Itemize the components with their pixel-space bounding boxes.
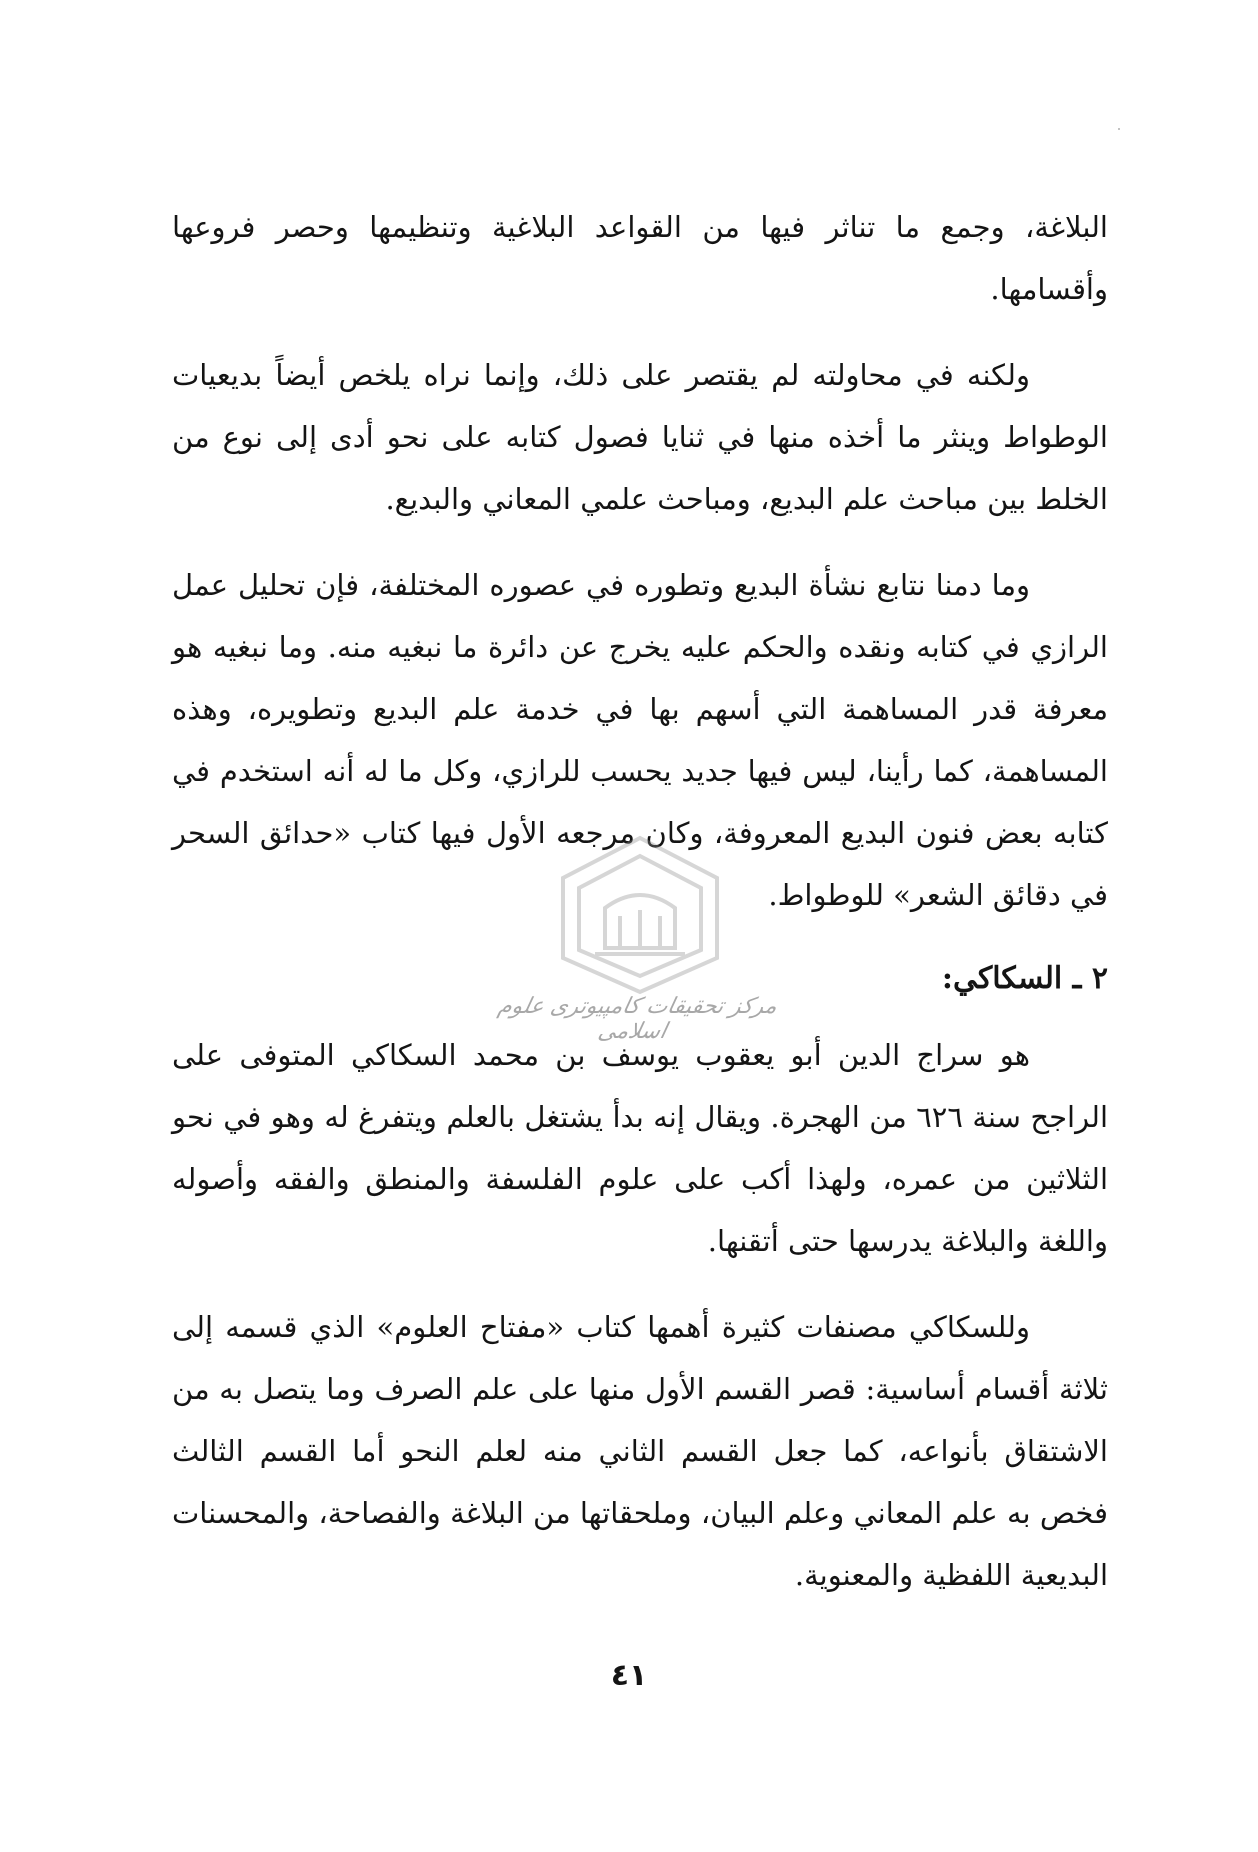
watermark-caption: مرکز تحقیقات کامپیوتری علوم اسلامی xyxy=(495,994,780,1044)
paragraph-2: ولكنه في محاولته لم يقتصر على ذلك، وإنما نراه يلخص أيضاً بديعيات الوطواط وينثر ما أخذه منها في ثنايا فصول كتابه على نحو أدى إلى نوع من الخلط بين مباحث علم البديع، ومباحث علمي المعاني والبديع. xyxy=(172,358,1108,516)
paragraph-5: وللسكاكي مصنفات كثيرة أهمها كتاب «مفتاح العلوم» الذي قسمه إلى ثلاثة أقسام أساسية: قصر القسم الأول منها على علم الصرف وما يتصل به من الاشتقاق بأنواعه، كما جعل القسم الثاني منه لعلم النحو أما القسم الثالث فخص به علم المعاني وعلم البيان، وملحقاتها من البلاغة والفصاحة، والمحسنات البديعية اللفظية والمعنوية. xyxy=(172,1310,1108,1592)
paragraph-continuation: البلاغة، وجمع ما تناثر فيها من القواعد البلاغية وتنظيمها وحصر فروعها وأقسامها. xyxy=(172,210,1108,306)
page-number: ٤١ xyxy=(610,1658,648,1693)
paragraph-3: وما دمنا نتابع نشأة البديع وتطوره في عصوره المختلفة، فإن تحليل عمل الرازي في كتابه ونقده والحكم عليه يخرج عن دائرة ما نبغيه منه. وما نبغيه هو معرفة قدر المساهمة التي أسهم بها في خدمة علم البديع وتطويره، وهذه المساهمة، كما رأينا، ليس فيها جديد يحسب للرازي، وكل ما له أنه استخدم في كتابه بعض فنون البديع المعروفة، وكان مرجعه الأول فيها كتاب «حدائق السحر في دقائق الشعر» للوطواط. xyxy=(172,568,1108,912)
paragraph-4: هو سراج الدين أبو يعقوب يوسف بن محمد السكاكي المتوفى على الراجح سنة ٦٢٦ من الهجرة. ويقال إنه بدأ يشتغل بالعلم ويتفرغ له وهو في نحو الثلاثين من عمره، ولهذا أكب على علوم الفلسفة والمنطق والفقه وأصوله واللغة والبلاغة يدرسها حتى أتقنها. xyxy=(172,1038,1108,1258)
scan-speck xyxy=(1118,128,1120,130)
building-emblem-icon xyxy=(545,830,735,1000)
section-heading: ٢ ـ السكاكي: xyxy=(941,961,1108,996)
